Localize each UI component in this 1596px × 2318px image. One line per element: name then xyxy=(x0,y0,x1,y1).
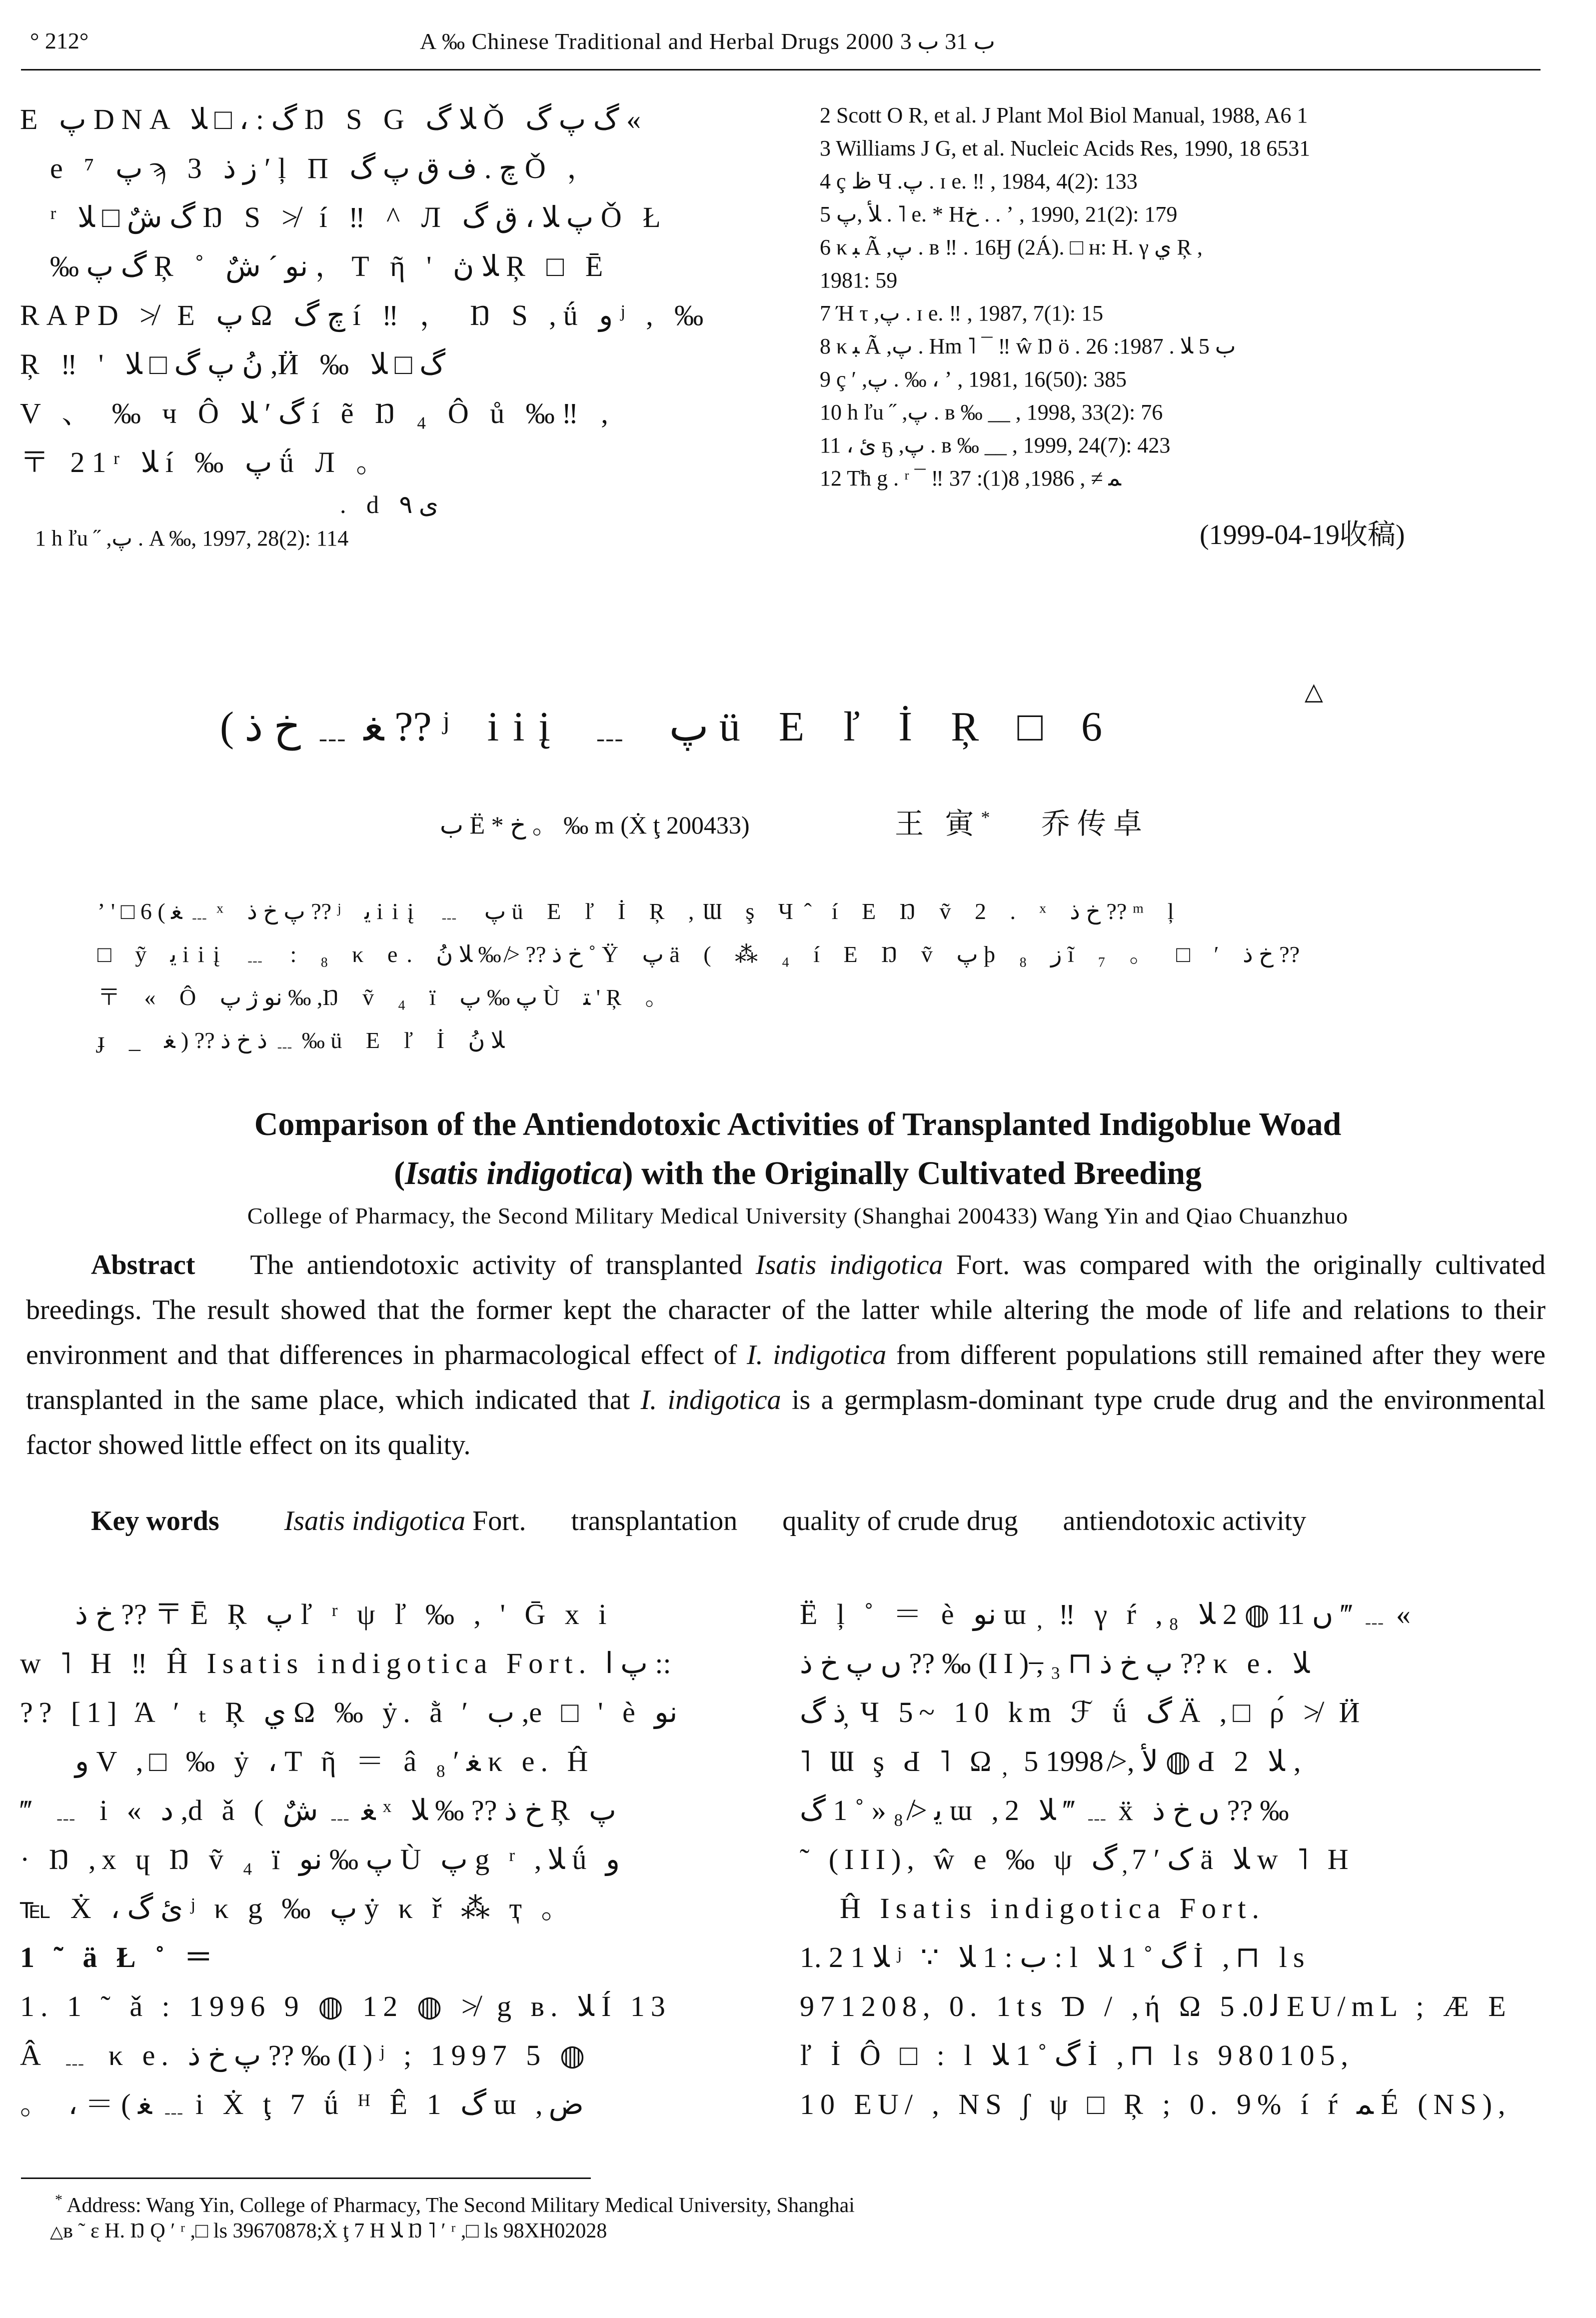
keyword-species: Isatis indigotica xyxy=(284,1506,466,1536)
reference-item: 10 h ľu ˝ ,پ . ʙ ‰ __ , 1998, 33(2): 76 xyxy=(820,400,1163,424)
prev-line: V 、 ‰ ч Ô گ ′ ﻼ í ẽ Ŋ ₄ Ô ů ‰‼ ‚ xyxy=(20,397,616,430)
abstract-en: Abstract The antiendotoxic activity of transplanted Isatis indigotica Fort. was compared with the originally cultivated breedings. The result showed that the former kept the character of the latter while altering the mode of life and relations to their environment and that differences in pharmacological effect of I. indigotica from different populations still remained after they were transplanted in the same place, which indicated that I. indigotica is a germplasm-dominant type crude drug and the environmental factor showed little effect on its quality. xyxy=(26,1250,1546,1460)
prev-line: RAPD ≯ E پ Ω چ گ í ‼ ， Ŋ S ,ǘ و ʲ , ‰ xyxy=(20,299,711,332)
keyword: quality of crude drug xyxy=(782,1506,1018,1536)
body-line: Ë ļ ˚ ＝ è نو ɯ ̦ ‼ γ ŕ ,₈ ں 11 ◍ 2 ﻼ ‴ ﹍ « xyxy=(800,1598,1411,1630)
prev-line: ‰ گ پ Ŗ ˚ نو ´ شٌ ， T ῆ ' ﻼ ڽ Ŗ □ Ē xyxy=(50,250,610,282)
abstract-cn xyxy=(97,890,1547,1062)
author-qiao: 乔传卓 xyxy=(1041,808,1150,840)
abstract-cn-line: 〒 « Ô نو ژ پ ‰ ,Ŋ ṽ ₄ ï ﭖ ‰ پ Ù ﺘ ' Ŗ 。 xyxy=(97,984,677,1010)
body-line: ں پ خ ذ ?? ‰ (II) ,̶ ₃ ⊓ پ خ ذ ?? κ e. ﻼ xyxy=(800,1647,1310,1680)
prev-line: ʳ گ شٌ □ ﻼ Ŋ S ≯ í ‼ ^ Л پ ﻼ ، ق گ Ǒ Ł xyxy=(50,201,668,234)
title-footnote-mark: △ xyxy=(1305,678,1323,705)
author-wang: 王 寅 xyxy=(895,808,981,840)
prev-line: 〒 21ʳ ﻼ í ‰ پ ǘ Л 。 xyxy=(20,446,392,478)
section-heading-1: 1 ˜ ä Ł ˚ ＝ xyxy=(20,1941,219,1974)
title-en-line2: (Isatis indigotica) with the Originally Cultivated Breeding xyxy=(394,1155,1202,1192)
keywords: Key words Isatis indigotica Fort. transplantation quality of crude drug antiendotoxic activity xyxy=(91,1506,1307,1536)
body-line: 1. 1 ˜ ǎ : 1996 9 ◍ 12 ◍ ≯ g ʙ. ﻼ Í 13 xyxy=(20,1990,671,2022)
reference-item: 7 Ή τ ,پ . ɪ e. ‼ , 1987, 7(1): 15 xyxy=(820,301,1104,326)
prev-article-left xyxy=(20,95,775,555)
abstract-cn-line: ɟ _ ذ خ ذ ?? ( ﻐ ﹍ ‰ ü E ľ İ ﻼ نُ xyxy=(97,1028,505,1053)
page-number: ° 212° xyxy=(30,28,89,54)
reference-item: 9 ç ′ ,پ . ‰ ، ʼ , 1981, 16(50): 385 xyxy=(820,367,1127,392)
prev-line: E پ DNA گ : ، □ ﻼ Ŋ S G ﻼ گ Ǒ گ پ گ « xyxy=(20,103,641,136)
footnote-address: * Address: Wang Yin, College of Pharmacy, The Second Military Medical University, Shanghai xyxy=(55,2192,855,2217)
reference-item: 1 h ľu ˝ ,پ . A ‰, 1997, 28(2): 114 xyxy=(35,526,349,550)
abstract-label: Abstract xyxy=(91,1250,195,1280)
reference-item: 6 κ ﺒ Ã ,پ . ʙ ‼ . 16Ӈ (2Á). □ ʜ: H. γ ي Ŗ , xyxy=(820,235,1203,260)
affiliation-en: College of Pharmacy, the Second Military Medical University (Shanghai 200433) Wang Yin and Qiao Chuanzhuo xyxy=(247,1203,1349,1228)
reference-item: 2 Scott O R, et al. J Plant Mol Biol Manual, 1988, A6 1 xyxy=(820,103,1308,128)
footnote-funding: △ʙ ˜ ɛ H. Ŋ Ǫ ′ ʳ ,□ ls 39670878;Ẋ ţ 7 H ﻼ Ŋ ˥ ′ ʳ ,□ ls 98XH02028 xyxy=(50,2220,607,2242)
reference-item: 11 ، ئ ҕ ,پ . ʙ ‰ __ , 1999, 24(7): 423 xyxy=(820,433,1171,458)
affiliation-cn: ب Ë * خ 。 ‰ m (Ẋ ţ 200433) xyxy=(440,811,750,839)
prev-article-refs-right xyxy=(820,99,1550,495)
abstract-cn-line: ʼ ' □ 6 ( ﻐ ﹍ ˣ پ خ ذ ?? ʲ ﻳ iiį ﹍ پ ü E ľ İ Ŗ ,Ɯ ş Ч ̂ í E Ŋ ṽ 2 . ˣ خ ذ ?? ᵐ ļ xyxy=(97,898,1183,924)
body-line: 971208, 0. 1ts Ɗ / ,ή Ω ﻟ 0. 5 EU/mL ; Æ E xyxy=(800,1990,1512,2022)
header-rule xyxy=(21,69,1541,70)
title-en-species: Isatis indigotica xyxy=(405,1155,622,1192)
received-date: (1999-04-19收稿) xyxy=(1200,520,1405,550)
body-line: ℡ Ẋ ، ئ گ ʲ κ g ‰ پ ẏ κ ř ⁂ ҭ 。 xyxy=(20,1892,576,1924)
reference-item: 3 Williams J G, et al. Nucleic Acids Res, 1990, 18 6531 xyxy=(820,136,1311,160)
abstract-cn-line: □ ỹ ﻳ iiį ﹍ : ₈ κ e. خ ذ ?? ≯ ‰ ﻼ نُ ˚ Ÿ پ ä ( ⁂ ₄ í E Ŋ ṽ پ ϸ ₈ ز ĩ ₇ 。 □ ′ خ ذ ?? xyxy=(97,942,1300,967)
body-line: ‴ ﹍ i « د ,d ǎ ( ﻐ ﹍ شٌ ˣ خ ذ ?? ‰ ﻼ Ŗ پ xyxy=(20,1794,616,1826)
reference-item: 4 ç ظ Ч .پ . ɪ e. ‼ , 1984, 4(2): 133 xyxy=(820,169,1138,194)
keywords-label: Key words xyxy=(91,1506,219,1536)
body-line: w ˥ H ‼ Ĥ Isatis indigotica Fort. پ ا :: xyxy=(20,1647,671,1680)
reference-item: 5 ﻸ ,پ . ˥ e. * Hخ . . ʼ , 1990, 21(2): 179 xyxy=(820,202,1178,226)
body-line: خ ذ ?? 〒 Ē Ŗ پ ľ ʳ ψ ľ ‰ , ' Ḡ x i xyxy=(75,1598,613,1630)
keyword: antiendotoxic activity xyxy=(1063,1506,1307,1536)
references-heading: . d ى ٩ xyxy=(340,490,438,518)
prev-line: Ŗ ‼ ' نُ پ گ □ ﻼ ,Ӥ ‰ گ □ ﻼ xyxy=(20,348,446,380)
body-line: 10 EU/ , NS ʃ ψ □ Ŗ ; 0. 9% í ŕ ﻤ É (NS), xyxy=(800,2088,1512,2120)
article-title-cn-text: ( ﻐ ﹍ خ ذ ?? ʲ iiį ﹍ پ ü E ľ İ Ŗ □ 6 xyxy=(220,704,1117,750)
body-right-column xyxy=(800,1590,1550,2129)
body-line: و V ,□ ‰ ẏ ، T ῆ ＝ â ﻐ ′ ₈ κ e. Ĥ xyxy=(75,1745,594,1778)
body-line: ľ İ Ô □ : l گ ˚ 1 ﻼ İ ,⊓ ls 980105, xyxy=(800,2039,1354,2072)
reference-item: 12 Tħ g . ʳ ¯ ‼ ﻤ ≠ , 1986, 8(1): 37 xyxy=(820,466,1121,490)
prev-line: e ⁷ پ ϡ 3 ز ذ ′ ļ П چ . ف ق پ گ Ǒ ， xyxy=(50,152,603,184)
author-mark: * xyxy=(981,807,997,828)
body-line: Â ﹍ κ e. پ خ ذ ?? ‰ (I) ʲ ; 1997 5 ◍ xyxy=(20,2039,591,2072)
body-line: ﻳ ≯ ₈ « ˚ 1 گ ɯ ,2 ﻼ ‴ ﹍ ẍ ں خ ذ ?? ‰ xyxy=(800,1794,1289,1826)
article-title-en xyxy=(48,1100,1548,1198)
body-line: Ĥ Isatis indigotica Fort. xyxy=(840,1892,1265,1924)
journal-header: A ‰ Chinese Traditional and Herbal Drugs 2000 ب 31 ب 3 xyxy=(420,28,995,54)
body-line: 。 ، ＝ ( ﻐ ﹍ i Ẋ ţ 7 ǘ ᴴ Ê 1 گ ɯ ,ض xyxy=(20,2088,584,2120)
reference-item: 1981: 59 xyxy=(820,268,898,292)
article-title-cn xyxy=(220,692,1116,753)
body-line: 1. 2 1 ﻼ ʲ ∵ ب : 1 ﻼ : l گ ˚ 1 ﻼ İ ,⊓ ls xyxy=(800,1941,1311,1974)
footnote-rule xyxy=(21,2178,591,2179)
body-line: · Ŋ ,x ɥ Ŋ ṽ ₄ ï ﭖ ‰ نو Ù پ g ʳ ,ﻼ ǘ و xyxy=(20,1843,620,1876)
body-line: ?? [1] Ά ′ ₜ Ŗ ي Ω ‰ ẏ. ằ ′ ب ,e □ ' è نو xyxy=(20,1696,678,1728)
keyword: transplantation xyxy=(571,1506,738,1536)
reference-item: 8 κ ﺒ Ã ,پ . Hm ˥ ¯ ‼ ŵ Ŋ ö . ب 5 ﻼ . 1987: 26 xyxy=(820,334,1236,358)
title-en-line1: Comparison of the Antiendotoxic Activities of Transplanted Indigoblue Woad xyxy=(254,1106,1342,1142)
body-left-column xyxy=(20,1590,770,2129)
body-line: ˥ Ɯ ş Ԁ ˥ Ω ̦ ﻷ ,≯ 1998 5 ◍ Ԁ 2 ﻼ ‚ xyxy=(800,1745,1302,1778)
body-line: ˜ (III), ŵ e ‰ ψ ک ′ 7 ̦ گ ä ﻼ w ˥ H xyxy=(800,1843,1355,1876)
body-line: ذ گ ̦ Ч 5~ 10 km ℱ ǘ گ Ä ,□ ρ́ ≯ Ӥ xyxy=(800,1696,1366,1728)
authors-cn xyxy=(895,800,1149,842)
